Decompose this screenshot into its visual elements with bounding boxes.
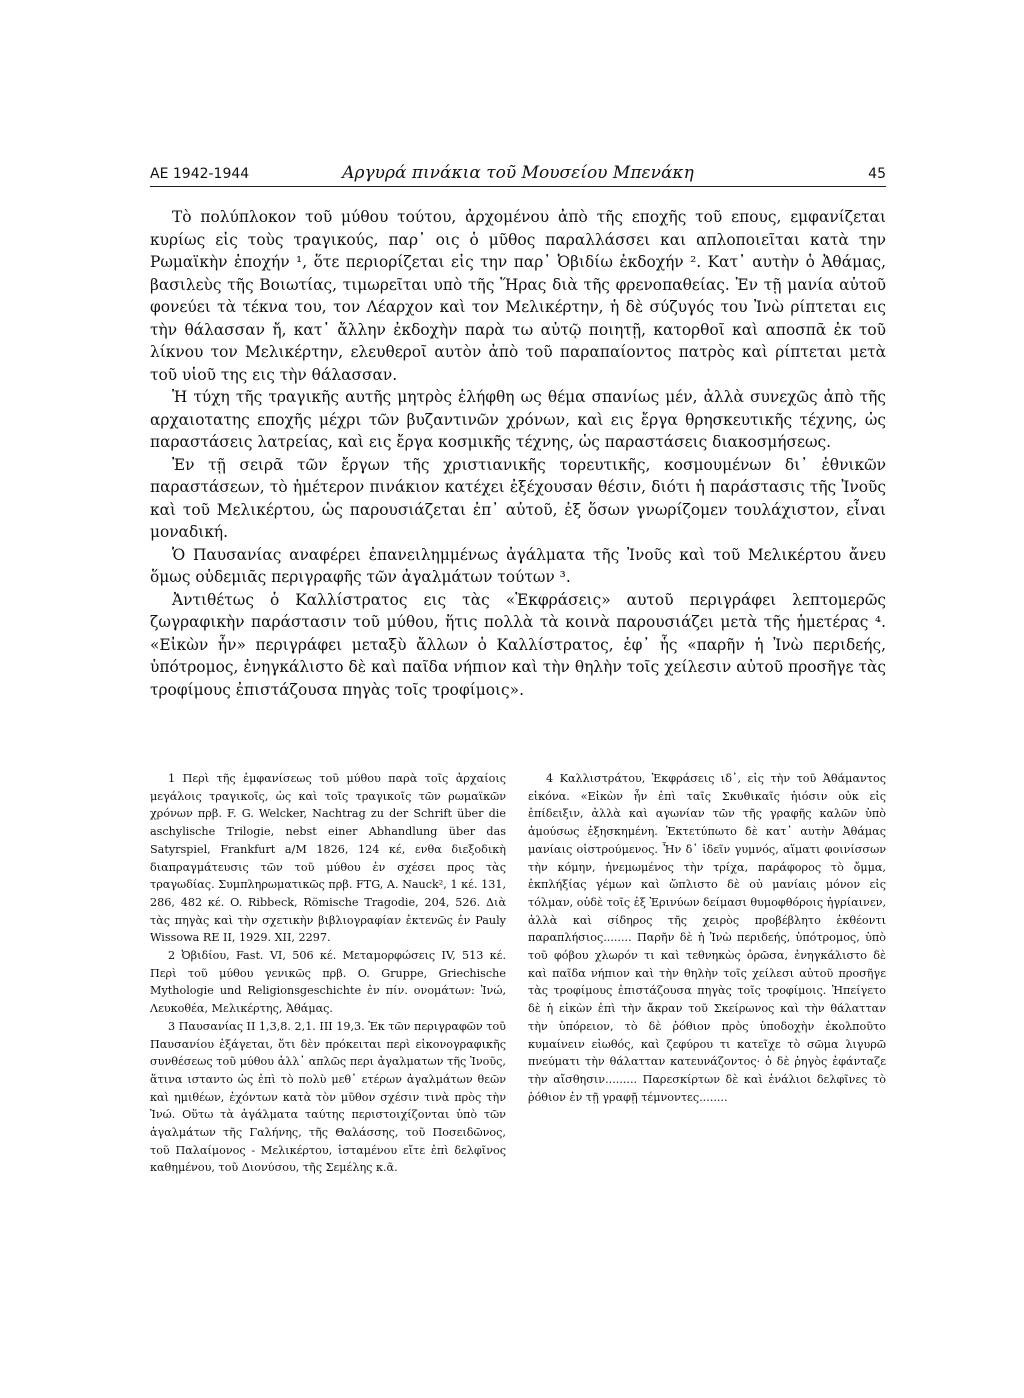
running-header: [150, 163, 886, 188]
paragraph: Ἐν τῇ σειρᾶ τῶν ἔργων τῆς χριστιανικῆς τορευτικῆς, κοσμουμένων δι᾿ ἐθνικῶν παραστάσεων, τὸ ἡμέτερον πινάκιον κατέχει ἐξέχουσαν θέσιν, διότι ἡ παράστασις τῆς Ἰνοῦς καὶ τοῦ Μελικέρτου, ὡς παρουσιάζεται ἐπ᾿ αὐτοῦ, ἐξ ὅσων γνωρίζομεν τουλάχιστον, εἶναι μοναδική.: [150, 455, 886, 541]
footnote: 1 Περὶ τῆς ἐμφανίσεως τοῦ μύθου παρὰ τοῖς ἀρχαίοις μεγάλοις τραγικοῖς, ὡς καὶ τοῖς τραγικοῖς τῶν ρωμαϊκῶν χρόνων πρβ. F. G. Welcker, Nachtrag zu der Schrift über die aschylische Trilogie, nebst einer Abhandlung über das Satyrspiel, Frankfurt a/M 1826, 124 κέ, ενθα διεξοδικὴ διαπραγμάτευσις τῶν τοῦ μύθου ἐν σχέσει προς τὰς τραγωδίας. Συμπληρωματικῶς πρβ. FTG, A. Nauck², 1 κέ. 131, 286, 482 κέ. O. Ribbeck, Römische Tragodie, 204, 526. Διὰ τὰς πηγὰς καὶ τὴν σχετικὴν βιβλιογραφίαν ἐκτενῶς ἐν Pauly Wissowa RE II, 1929. XII, 2297.: [150, 772, 506, 945]
paragraph: Τὸ πολύπλοκον τοῦ μύθου τούτου, ἀρχομένου ἀπὸ τῆς εποχῆς τοῦ επους, εμφανίζεται κυρίως εἰς τοὺς τραγικούς, παρ᾿ οις ὁ μῦθος παραλλάσσει και απλοποιεῖται κατὰ την Ρωμαϊκὴν ἐποχήν ¹, ὅτε περιορίζεται εἰς την παρ᾿ Ὀβιδίω ἐκδοχήν ². Κατ᾿ αυτὴν ὁ Ἀθάμας, βασιλεὺς τῆς Βοιωτίας, τιμωρεῖται υπὸ τῆς Ἥρας διὰ τῆς φρενοπαθείας. Ἐν τῇ μανία αὐτοῦ φονεύει τὰ τέκνα του, τον Λέαρχον καὶ τον Μελικέρτην, ἡ δὲ σύζυγός του Ἰνὼ ρίπτεται εις τὴν θάλασσαν ἤ, κατ᾿ ἄλλην ἐκδοχὴν παρὰ τω αὐτῷ ποιητῇ, κατορθοῖ καὶ αποσπᾶ ἐκ τοῦ λίκνου τον Μελικέρτην, ελευθεροῖ αυτὸν ἀπὸ τοῦ παραπαίοντος πατρὸς καὶ ρίπτεται μετὰ τοῦ υἱοῦ της εις τὴν θάλασσαν.: [150, 208, 886, 384]
paragraph: Ἡ τύχη τῆς τραγικῆς αυτῆς μητρὸς ἐλήφθη ως θέμα σπανίως μέν, ἀλλὰ συνεχῶς ἀπὸ τῆς αρχαιοτατης εποχῆς μέχρι τῶν βυζαντινῶν χρόνων, καὶ εις ἔργα θρησκευτικῆς τέχνης, ὡς παραστάσεις λατρείας, καὶ εις ἔργα κοσμικῆς τέχνης, ὡς παραστάσεις διακοσμήσεως.: [150, 388, 886, 451]
footnote: 3 Παυσανίας II 1,3,8. 2,1. III 19,3. Ἐκ τῶν περιγραφῶν τοῦ Παυσανίου ἐξάγεται, ὅτι δὲν πρόκειται περὶ εἰκονογραφικῆς συνθέσεως τοῦ μύθου ἀλλ᾿ απλῶς περι ἀγαλματων τῆς Ἰνοῦς, ἅτινα ισταντο ὡς ἐπὶ τὸ πολὺ μεθ᾿ ετέρων ἀγαλμάτων θεῶν καὶ ημιθέων, ἐχόντων κατὰ τὸν μῦθον σχέσιν τινὰ πρὸς τὴν Ἰνώ. Οὕτω τὰ ἀγάλματα ταύτης περιστοιχίζονται ὑπὸ τῶν ἀγαλμάτων τῆς Γαλήνης, τῆς Θαλάσσης, τοῦ Ποσειδῶνος, τοῦ Παλαίμονος - Μελικέρτου, ἱσταμένου εἴτε ἐπὶ δελφῖνος καθημένου, τοῦ Διονύσου, τῆς Σεμέλης κ.ᾶ.: [150, 1019, 506, 1175]
page-number: 45: [868, 166, 886, 182]
paragraph: Ὁ Παυσανίας αναφέρει ἐπανειλημμένως ἀγάλματα τῆς Ἰνοῦς καὶ τοῦ Μελικέρτου ἄνευ ὅμως οὐδεμιᾶς περιγραφῆς τῶν ἀγαλμάτων τούτων ³.: [150, 545, 886, 586]
article-title: Αργυρά πινάκια τοῦ Μουσείου Μπενάκη: [342, 163, 694, 183]
footnotes-left-column: [150, 770, 506, 1177]
footnote: 2 Ὀβιδίου, Fast. VI, 506 κέ. Μεταμορφώσεις IV, 513 κέ. Περὶ τοῦ μύθου γενικῶς πρβ. O. Gruppe, Griechische Mythologie und Religionsgeschichte ἐν πίν. ονομάτων: Ἰνώ, Λευκοθέα, Μελικέρτης, Ἀθάμας.: [150, 949, 506, 1016]
main-text: [150, 206, 886, 701]
footnote: 4 Καλλιστράτου, Ἐκφράσεις ιδ᾿, εἰς τὴν τοῦ Ἀθάμαντος εἰκόνα. «Εἰκὼν ἦν ἐπὶ ταῖς Σκυθικαῖς ἠιόσιν οὐκ εἰς ἐπίδειξιν, ἀλλὰ καὶ αγωνίαν τῶν τῆς γραφῆς καλῶν ὑπὸ ἀμούσως ἐξησκημένη. Ἐκτετύπωτο δὲ κατ᾿ αυτὴν Ἀθάμας μανίαις οἰστρούμενος. Ἦν δ᾿ ἰδεῖν γυμνός, αἵματι φοινίσσων τὴν κόμην, ἠνεμωμένος τὴν τρίχα, παράφορος τὸ ὄμμα, ἐκπλήξίας γέμων καὶ ὥπλιστο δὲ οὐ μανίαις μόνον εἰς τόλμαν, οὐδὲ τοῖς ἐξ Ἐρινύων δείμασι θυμοφθόροις ἠγρίαινεν, ἀλλὰ καὶ σίδηρος τῆς χειρὸς προβέβλητο ἐκθέοντι παραπλήσιος........ Παρῆν δὲ ἡ Ἰνὼ περιδεής, ὑπότρομος, ὑπὸ τοῦ φόβου χλωρόν τι καὶ τεθνηκὼς ὁρῶσα, ἐνηγκάλιστο δὲ καὶ παῖδα νήπιον καὶ τὴν θηλὴν τοῖς χείλεσι αὐτοῦ προσῆγε τὰς τροφίμους ἐπιστάζουσα πηγὰς τοῖς τροφίμοις. Ἠπείγετο δὲ ἡ εἰκὼν ἐπὶ τὴν ἄκραν τοῦ Σκείρωνος καὶ τὴν θάλατταν τὴν ὑπόρειον, τὸ δὲ ῥόθιον πρὸς ὑποδοχὴν ἐκολποῦτο κυμαίνειν εἰωθός, καὶ ζεφύρου τι κατεῖχε τὸ σῶμα λιγυρῶ πνεύματι τὴν θάλατταν κατευνάζοντος· ὁ δὲ ῥηγὸς ἐφάνταζε τὴν αἴσθησιν......... Παρεσκίρτων δὲ καὶ ἐνάλιοι δελφῖνες τὸ ῥόθιον ἐν τῇ γραφῇ τέμνοντες........: [528, 772, 886, 1104]
header-rule: [150, 186, 886, 187]
journal-label: ΑΕ 1942-1944: [150, 166, 250, 182]
footnotes-right-column: [528, 770, 886, 1106]
paragraph: Ἀντιθέτως ὁ Καλλίστρατος εις τὰς «Ἐκφράσεις» αυτοῦ περιγράφει λεπτομερῶς ζωγραφικὴν παράστασιν τοῦ μύθου, ἥτις πολλὰ τὰ κοινὰ παρουσιάζει μετὰ τῆς ἡμετέρας ⁴. «Εἰκὼν ἦν» περιγράφει μεταξὺ ἄλλων ὁ Καλλίστρατος, ἐφ᾿ ἧς «παρῆν ἡ Ἰνὼ περιδεής, ὑπότρομος, ἐνηγκάλιστο δὲ καὶ παῖδα νήπιον καὶ τὴν θηλὴν τοῖς χείλεσιν αὐτοῦ προσῆγε τὰς τροφίμους ἐπιστάζουσα πηγὰς τοῖς τροφίμοις».: [150, 590, 886, 699]
